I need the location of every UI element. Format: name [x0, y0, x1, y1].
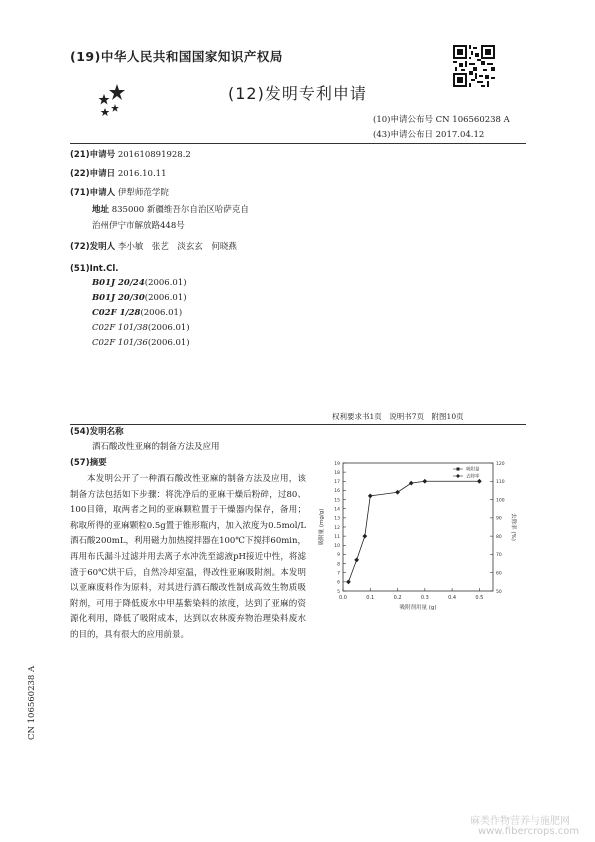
address-label: 地址 — [92, 205, 110, 215]
page-count-divider — [70, 424, 526, 425]
ipc-class-version: (2006.01) — [147, 323, 190, 333]
ipc-class-version: (2006.01) — [147, 338, 190, 348]
y-axis-label: 吸附量 (mg/g) — [319, 508, 325, 546]
ipc-class-code: C02F 1/28 — [92, 308, 141, 318]
y-tick-label: 18 — [334, 470, 340, 476]
ipc-class-version: (2006.01) — [144, 293, 187, 303]
ipc-class-code: B01J 20/24 — [92, 278, 145, 288]
inventors-value: 李小敏 张艺 淡玄玄 何晓燕 — [117, 242, 237, 252]
legend-marker — [457, 468, 460, 471]
abstract-text: 本发明公开了一种酒石酸改性亚麻的制备方法及应用，该制备方法包括如下步骤：将洗净后的亚麻干燥后粉碎，过80、100目筛，取两者之间的亚麻颗粒置于干燥器内保存，备用；称取所得的亚麻颗粒0.5g置于锥形瓶内，加入浓度为0.5mol/L酒石酸200mL，利用磁力加热搅拌器在100℃下搅拌60min，再用布氏漏斗过滤并用去离子水冲洗至滤液pH接近中性，将滤渣于60℃烘干后，自然冷却室温，得改性亚麻吸附剂。本发明以亚麻废料作为原料，对其进行酒石酸改性制成高效生物质吸附剂，可用于降低废水中甲基紫染料的浓度，达到了亚麻的资源化利用，降低了吸附成本，达到以农林废弃物治理染料废水的目的，具有很大的应用前景。 — [70, 474, 306, 640]
y2-tick-label: 90 — [496, 516, 502, 522]
ipc-class-row — [92, 278, 187, 288]
y-tick-label: 15 — [334, 498, 340, 504]
x-tick-label: 0.1 — [366, 595, 375, 601]
y-tick-label: 10 — [334, 544, 340, 550]
application-date-value: 2016.10.11 — [117, 169, 167, 179]
stars-emblem-icon — [95, 82, 129, 118]
y2-tick-label: 60 — [496, 571, 502, 577]
inventors-field — [70, 240, 237, 254]
x-axis-label: 吸附剂用量 (g) — [399, 605, 437, 611]
ipc-class-code: C02F 101/36 — [92, 338, 148, 348]
invention-title-label-text: (54)发明名称 — [70, 427, 124, 437]
application-date-label: (22)申请日 — [70, 169, 116, 179]
application-number-value: 201610891928.2 — [117, 150, 191, 160]
publication-date: (43)申请公布日 2017.04.12 — [373, 130, 485, 140]
patent-office-name: (19)中华人民共和国国家知识产权局 — [70, 49, 283, 64]
invention-title-label — [70, 425, 124, 439]
y2-axis-label: 去除率 (%) — [510, 513, 516, 541]
y-tick-label: 17 — [334, 480, 340, 486]
inventors-label: (72)发明人 — [70, 242, 116, 252]
ipc-class-code: C02F 101/38 — [92, 323, 148, 333]
side-publication-number: CN 106560238 A — [27, 665, 37, 740]
legend-label: 吸附量 — [466, 467, 480, 473]
y-tick-label: 13 — [334, 516, 340, 522]
ipc-class-version: (2006.01) — [140, 308, 183, 318]
document-type-title: (12)发明专利申请 — [228, 84, 367, 103]
y-tick-label: 19 — [334, 461, 340, 467]
y2-tick-label: 120 — [496, 461, 505, 467]
x-tick-label: 0.2 — [393, 595, 402, 601]
y-tick-label: 16 — [334, 489, 340, 495]
x-tick-label: 0.3 — [420, 595, 429, 601]
abstract-label-text: (57)摘要 — [70, 458, 107, 468]
y2-tick-label: 110 — [496, 480, 505, 486]
address-line2: 治州伊宁市解放路448号 — [92, 221, 185, 231]
y-tick-label: 8 — [337, 562, 340, 568]
publication-number: (10)申请公布号 CN 106560238 A — [373, 115, 510, 125]
ipc-class-code: B01J 20/30 — [92, 293, 145, 303]
ipc-class-row — [92, 323, 190, 333]
y2-tick-label: 70 — [496, 553, 502, 559]
y-tick-label: 9 — [337, 553, 340, 559]
legend-label: 去除率 — [466, 474, 480, 480]
abstract-figure-chart — [313, 455, 520, 615]
y-tick-label: 7 — [337, 571, 340, 577]
ipc-class-row — [92, 308, 182, 318]
page-count-info: 权利要求书1页 说明书7页 附图10页 — [332, 412, 464, 421]
address-line1: 835000 新疆维吾尔自治区哈萨克自 — [111, 205, 249, 215]
y-tick-label: 12 — [334, 525, 340, 531]
application-date-field — [70, 167, 166, 181]
x-tick-label: 0.5 — [475, 595, 484, 601]
y2-tick-label: 80 — [496, 534, 502, 540]
y2-tick-label: 50 — [496, 589, 502, 595]
x-tick-label: 0.4 — [448, 595, 457, 601]
x-tick-label: 0.0 — [339, 595, 347, 601]
applicant-field — [70, 186, 169, 200]
applicant-label: (71)申请人 — [70, 188, 116, 198]
int-cl-label — [70, 262, 119, 276]
qr-code-icon — [453, 45, 495, 87]
applicant-value: 伊犁师范学院 — [117, 188, 169, 198]
header-divider — [70, 143, 526, 144]
watermark-site-name: 麻类作物营养与施肥网 — [470, 816, 570, 827]
invention-title: 酒石酸改性亚麻的制备方法及应用 — [92, 442, 220, 452]
ipc-class-version: (2006.01) — [144, 278, 187, 288]
ipc-class-row — [92, 338, 190, 348]
ipc-class-row — [92, 293, 187, 303]
y2-tick-label: 100 — [496, 498, 505, 504]
y-tick-label: 6 — [337, 580, 340, 586]
int-cl-label-text: (51)Int.Cl. — [70, 264, 119, 274]
abstract-label — [70, 456, 107, 470]
y-tick-label: 14 — [334, 507, 340, 513]
address-field — [92, 203, 249, 217]
y-tick-label: 11 — [334, 534, 340, 540]
y-tick-label: 5 — [337, 589, 340, 595]
application-number-field — [70, 148, 191, 162]
application-number-label: (21)申请号 — [70, 150, 116, 160]
watermark-url: www.fibercrops.com — [478, 826, 580, 837]
